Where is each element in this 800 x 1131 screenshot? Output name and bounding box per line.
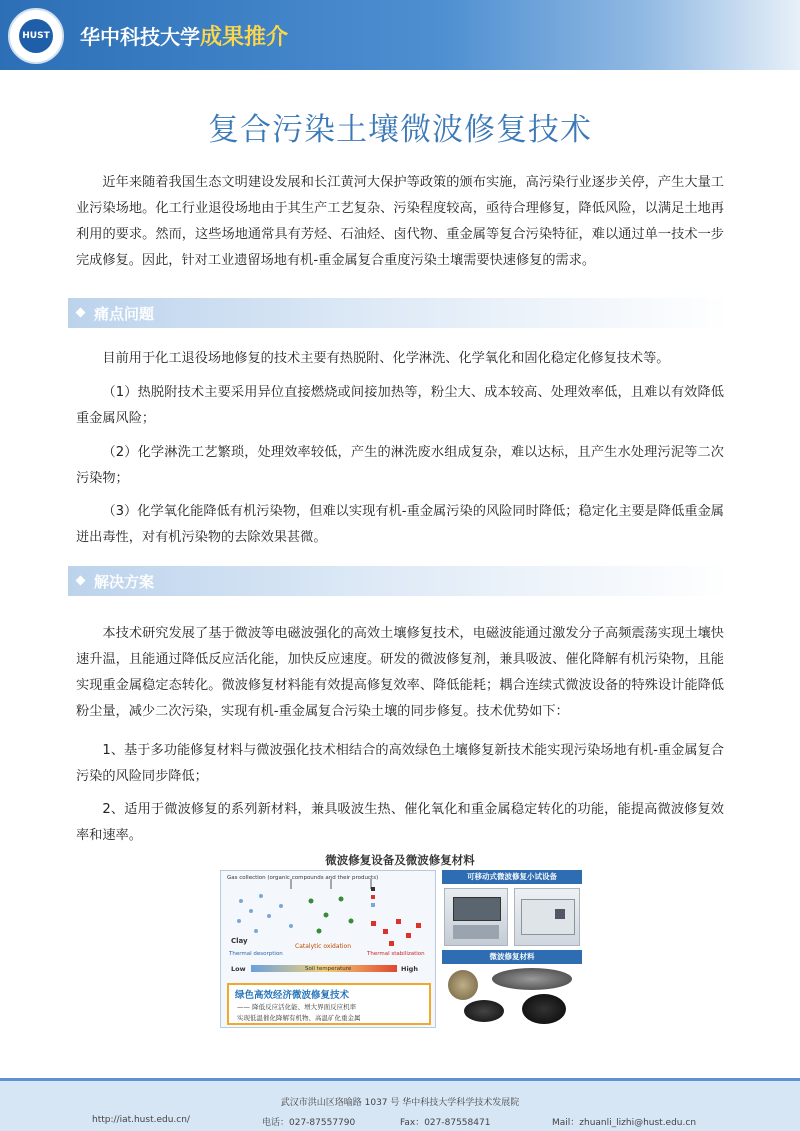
university-logo bbox=[8, 8, 64, 64]
section-heading: 痛点问题 bbox=[94, 305, 155, 323]
material-title: 微波修复材料 bbox=[442, 950, 582, 964]
diamond-icon bbox=[76, 308, 86, 318]
logo-emblem: HUST bbox=[19, 19, 53, 53]
footer-email[interactable]: Mail：zhuanli_lizhi@hust.edu.cn bbox=[552, 1118, 697, 1128]
footer-phone: 电话：027-87557790 bbox=[262, 1118, 356, 1128]
section-heading: 解决方案 bbox=[94, 573, 155, 591]
microwave-figure bbox=[218, 852, 582, 1032]
thermal-stabilization-label: Thermal stabilization bbox=[367, 951, 425, 957]
solution-paragraph: 2、适用于微波修复的系列新材料，兼具吸波生热、催化氧化和重金属稳定转化的功能，能提高微波修复效率和速率。 bbox=[76, 802, 724, 843]
diamond-icon bbox=[76, 576, 86, 586]
header-banner bbox=[0, 0, 800, 70]
pain-paragraph: （2）化学淋洗工艺繁琐，处理效率较低，产生的淋洗废水组成复杂，难以达标，且产生水处理污泥等二次污染物； bbox=[76, 445, 724, 486]
header-title bbox=[80, 20, 288, 51]
footer-fax: Fax：027-87558471 bbox=[400, 1118, 491, 1128]
material-sample-photo bbox=[464, 1000, 504, 1022]
mechanism-diagram bbox=[220, 870, 436, 1028]
low-label: Low bbox=[231, 965, 246, 973]
gas-collection-label: Gas collection (organic compounds and their products) bbox=[227, 875, 379, 881]
pain-paragraph: （1）热脱附技术主要采用异位直接燃烧或间接加热等，粉尘大、成本较高、处理效率低，且难以有效降低重金属风险； bbox=[76, 385, 724, 426]
green-tech-box bbox=[227, 983, 431, 1025]
material-sample-photo bbox=[448, 970, 478, 1000]
green-tech-title: 绿色高效经济微波修复技术 bbox=[235, 990, 350, 1001]
solution-paragraph: 1、基于多功能修复材料与微波强化技术相结合的高效绿色土壤修复新技术能实现污染场地有机-重金属复合污染的风险同步降低； bbox=[76, 743, 724, 784]
header-tagline: 成果推介 bbox=[200, 25, 289, 50]
solution-paragraph: 本技术研究发展了基于微波等电磁波强化的高效土壤修复技术，电磁波能通过激发分子高频震荡实现土壤快速升温，且能通过降低反应活化能，加快反应速度。研发的微波修复剂，兼具吸波、催化降解有机污染物，且能实现重金属稳定态转化。微波修复材料能有效提高修复效率、降低能耗；耦合连续式微波设备的特殊设计能降低粉尘量，减少二次污染，实现有机-重金属复合污染土壤的同步修复。技术优势如下： bbox=[76, 626, 724, 719]
material-sample-photo bbox=[492, 968, 572, 990]
intro-paragraph: 近年来随着我国生态文明建设发展和长江黄河大保护等政策的颁布实施，高污染行业逐步关停，产生大量工业污染场地。化工行业退役场地由于其生产工艺复杂、污染程度较高，亟待合理修复，降低风险，以满足土地再利用的要求。然而，这些场地通常具有芳烃、石油烃、卤代物、重金属等复合污染特征，难以通过单一技术一步完成修复。因此，针对工业遗留场地有机-重金属复合重度污染土壤需要快速修复的需求。 bbox=[76, 175, 724, 268]
soil-temperature-label: Soil temperature bbox=[305, 966, 352, 972]
high-label: High bbox=[401, 965, 418, 973]
thermal-desorption-label: Thermal desorption bbox=[229, 951, 283, 957]
university-name: 华中科技大学 bbox=[80, 25, 200, 49]
footer-address: 武汉市洪山区珞喻路 1037 号 华中科技大学科学技术发展院 bbox=[280, 1098, 520, 1108]
section-header-solution bbox=[68, 566, 732, 596]
equipment-panel bbox=[442, 870, 582, 1028]
green-tech-line: —— 降低反应活化能、增大界面反应机率 bbox=[237, 1003, 357, 1011]
footer-url[interactable]: http://iat.hust.edu.cn/ bbox=[92, 1115, 190, 1125]
page-title: 复合污染土壤微波修复技术 bbox=[208, 112, 592, 148]
pain-paragraph: （3）化学氧化能降低有机污染物，但难以实现有机-重金属污染的风险同时降低；稳定化主要是降低重金属迸出毒性，对有机污染物的去除效果甚微。 bbox=[76, 504, 724, 545]
pain-paragraph: 目前用于化工退役场地修复的技术主要有热脱附、化学淋洗、化学氧化和固化稳定化修复技术等。 bbox=[102, 351, 670, 366]
figure-title: 微波修复设备及微波修复材料 bbox=[325, 853, 475, 867]
green-tech-line: 实现低温催化降解有机物、高温矿化重金属 bbox=[237, 1014, 361, 1022]
catalytic-label: Catalytic oxidation bbox=[295, 943, 352, 950]
clay-label: Clay bbox=[231, 937, 248, 945]
microwave-device-photo bbox=[514, 888, 580, 946]
footer bbox=[0, 1081, 800, 1131]
device-title: 可移动式微波修复小试设备 bbox=[442, 870, 582, 884]
section-header-pain-points bbox=[68, 298, 732, 328]
microwave-device-photo bbox=[444, 888, 508, 946]
material-sample-photo bbox=[522, 994, 566, 1024]
